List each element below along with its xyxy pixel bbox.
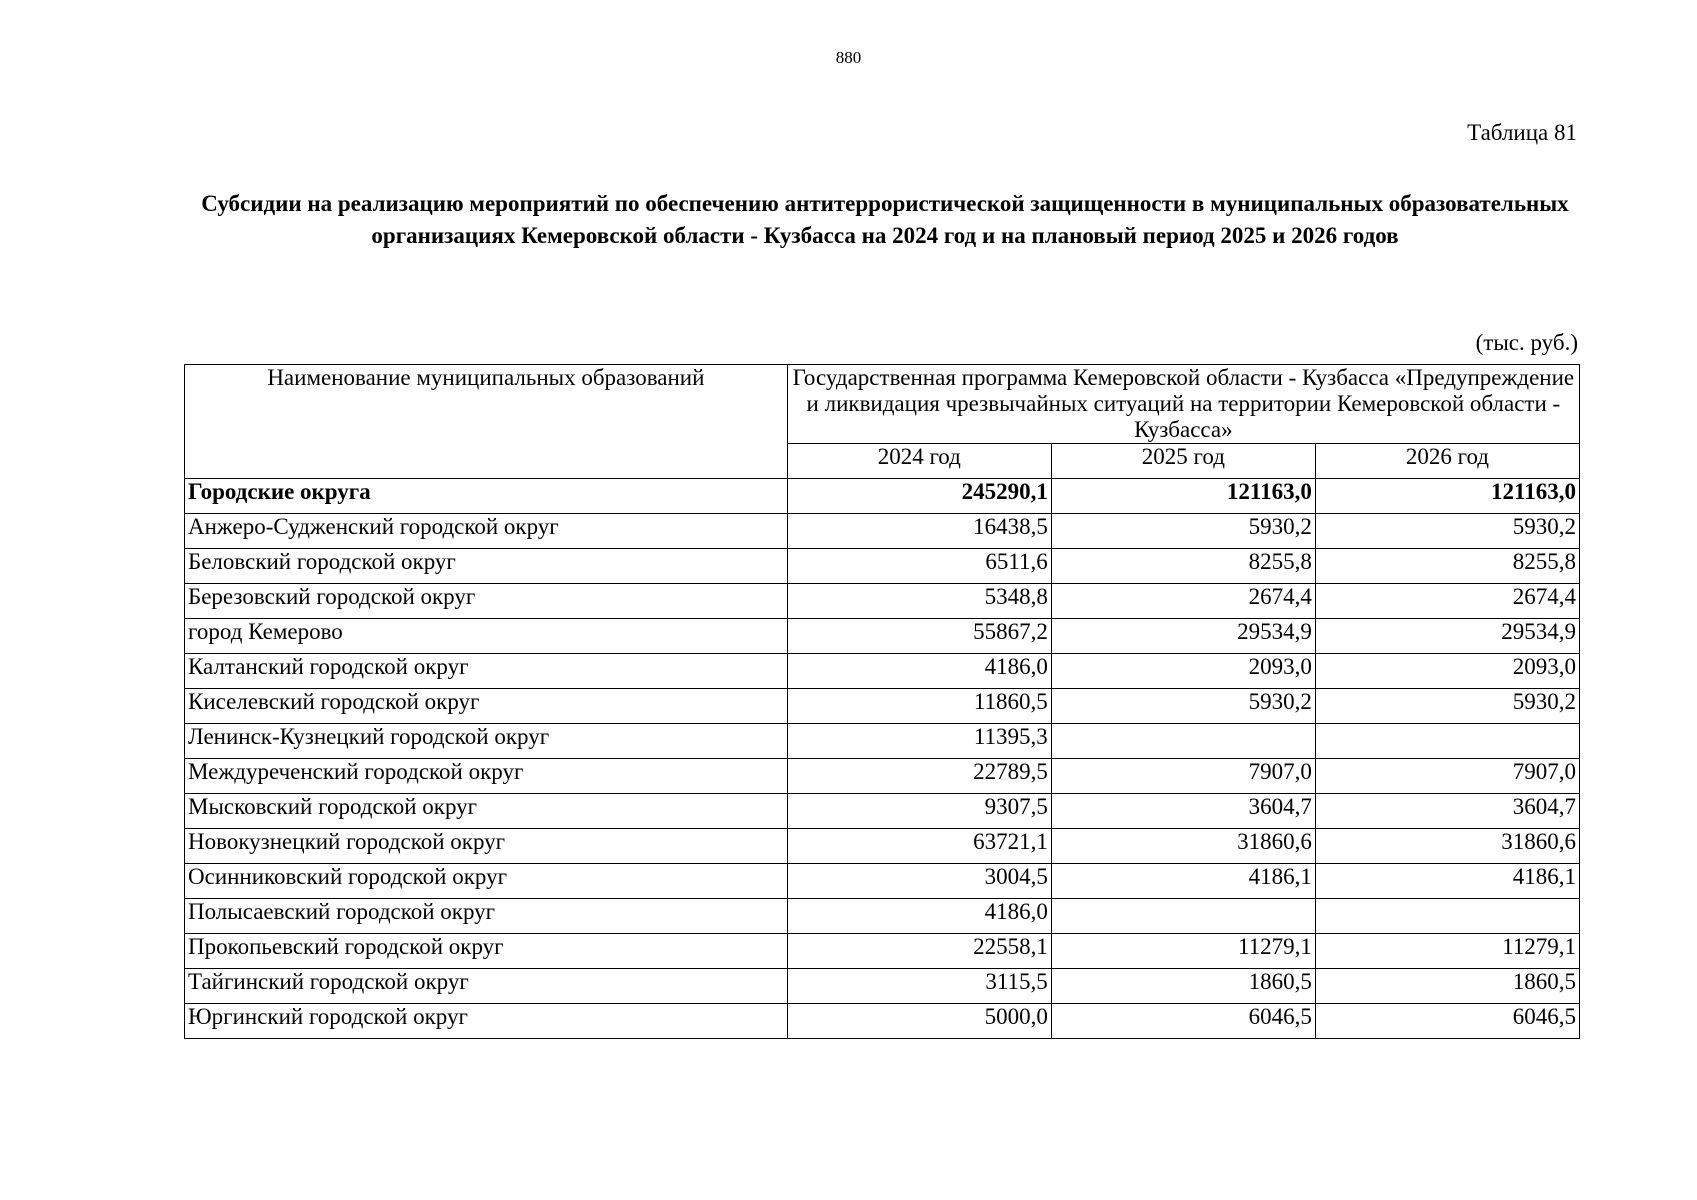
row-name: Междуреченский городской округ: [185, 759, 788, 794]
row-name: Прокопьевский городской округ: [185, 934, 788, 969]
row-value-2024: 22558,1: [787, 934, 1051, 969]
row-value-2025: 7907,0: [1051, 759, 1315, 794]
row-value-2025: 2674,4: [1051, 584, 1315, 619]
row-value-2024: 55867,2: [787, 619, 1051, 654]
row-value-2024: 16438,5: [787, 514, 1051, 549]
row-value-2025: [1051, 724, 1315, 759]
page-number: 880: [835, 48, 862, 67]
row-name: Юргинский городской округ: [185, 1004, 788, 1039]
row-value-2024: 63721,1: [787, 829, 1051, 864]
header-state-program: Государственная программа Кемеровской области - Кузбасса «Предупреждение и ликвидация чрезвычайных ситуаций на территории Кемеровской области - Кузбасса»: [787, 365, 1579, 444]
row-name: Полысаевский городской округ: [185, 899, 788, 934]
table-row: [185, 654, 1580, 689]
row-value-2026: 4186,1: [1315, 864, 1579, 899]
row-value-2024: 11860,5: [787, 689, 1051, 724]
row-name: Беловский городской округ: [185, 549, 788, 584]
units-label: (тыс. руб.): [1475, 330, 1578, 355]
header-year-2024: 2024 год: [787, 444, 1051, 479]
table-row: [185, 689, 1580, 724]
table-row: [185, 619, 1580, 654]
table-row: [185, 829, 1580, 864]
header-municipality-name: Наименование муниципальных образований: [185, 365, 788, 479]
total-row-2025: 121163,0: [1051, 479, 1315, 514]
row-value-2024: 9307,5: [787, 794, 1051, 829]
row-value-2024: 3115,5: [787, 969, 1051, 1004]
row-value-2025: 5930,2: [1051, 689, 1315, 724]
row-value-2026: [1315, 724, 1579, 759]
table-row: [185, 899, 1580, 934]
total-row-name: Городские округа: [185, 479, 788, 514]
row-name: Тайгинский городской округ: [185, 969, 788, 1004]
row-name: Осинниковский городской округ: [185, 864, 788, 899]
row-value-2026: 3604,7: [1315, 794, 1579, 829]
row-value-2025: 3604,7: [1051, 794, 1315, 829]
row-value-2025: 31860,6: [1051, 829, 1315, 864]
row-value-2025: 2093,0: [1051, 654, 1315, 689]
row-value-2024: 11395,3: [787, 724, 1051, 759]
table-label: Таблица 81: [1467, 120, 1577, 145]
row-value-2024: 22789,5: [787, 759, 1051, 794]
total-row-2026: 121163,0: [1315, 479, 1579, 514]
row-value-2025: 11279,1: [1051, 934, 1315, 969]
table-row: [185, 969, 1580, 1004]
row-name: Анжеро-Судженский городской округ: [185, 514, 788, 549]
row-value-2025: 5930,2: [1051, 514, 1315, 549]
row-value-2024: 3004,5: [787, 864, 1051, 899]
row-name: Мысковский городской округ: [185, 794, 788, 829]
row-value-2026: 31860,6: [1315, 829, 1579, 864]
row-value-2025: 6046,5: [1051, 1004, 1315, 1039]
row-name: город Кемерово: [185, 619, 788, 654]
row-value-2024: 4186,0: [787, 654, 1051, 689]
row-value-2026: 6046,5: [1315, 1004, 1579, 1039]
row-value-2025: 1860,5: [1051, 969, 1315, 1004]
row-value-2024: 5348,8: [787, 584, 1051, 619]
row-value-2024: 5000,0: [787, 1004, 1051, 1039]
row-value-2025: 8255,8: [1051, 549, 1315, 584]
row-value-2025: 4186,1: [1051, 864, 1315, 899]
row-name: Киселевский городской округ: [185, 689, 788, 724]
table-row: [185, 794, 1580, 829]
subsidies-table: [184, 364, 1580, 1039]
table-row: [185, 584, 1580, 619]
table-row: [185, 759, 1580, 794]
row-value-2026: 2674,4: [1315, 584, 1579, 619]
row-value-2024: 4186,0: [787, 899, 1051, 934]
document-title: Субсидии на реализацию мероприятий по обеспечению антитеррористической защищенности в муниципальных образовательных организациях Кемеровской области - Кузбасса на 2024 год и на плановый период 2025 и 2026 годов: [201, 191, 1569, 248]
table-row: [185, 934, 1580, 969]
row-value-2026: 11279,1: [1315, 934, 1579, 969]
header-year-2025: 2025 год: [1051, 444, 1315, 479]
row-value-2026: 2093,0: [1315, 654, 1579, 689]
row-name: Калтанский городской округ: [185, 654, 788, 689]
table-row: [185, 864, 1580, 899]
row-value-2024: 6511,6: [787, 549, 1051, 584]
table-row: [185, 514, 1580, 549]
total-row: [185, 479, 1580, 514]
row-value-2026: 5930,2: [1315, 514, 1579, 549]
row-name: Ленинск-Кузнецкий городской округ: [185, 724, 788, 759]
row-value-2025: 29534,9: [1051, 619, 1315, 654]
row-value-2026: 29534,9: [1315, 619, 1579, 654]
row-name: Березовский городской округ: [185, 584, 788, 619]
row-value-2025: [1051, 899, 1315, 934]
total-row-2024: 245290,1: [787, 479, 1051, 514]
row-value-2026: 5930,2: [1315, 689, 1579, 724]
table-row: [185, 549, 1580, 584]
row-value-2026: 7907,0: [1315, 759, 1579, 794]
row-name: Новокузнецкий городской округ: [185, 829, 788, 864]
header-year-2026: 2026 год: [1315, 444, 1579, 479]
table-row: [185, 724, 1580, 759]
table-row: [185, 1004, 1580, 1039]
row-value-2026: 8255,8: [1315, 549, 1579, 584]
row-value-2026: 1860,5: [1315, 969, 1579, 1004]
row-value-2026: [1315, 899, 1579, 934]
